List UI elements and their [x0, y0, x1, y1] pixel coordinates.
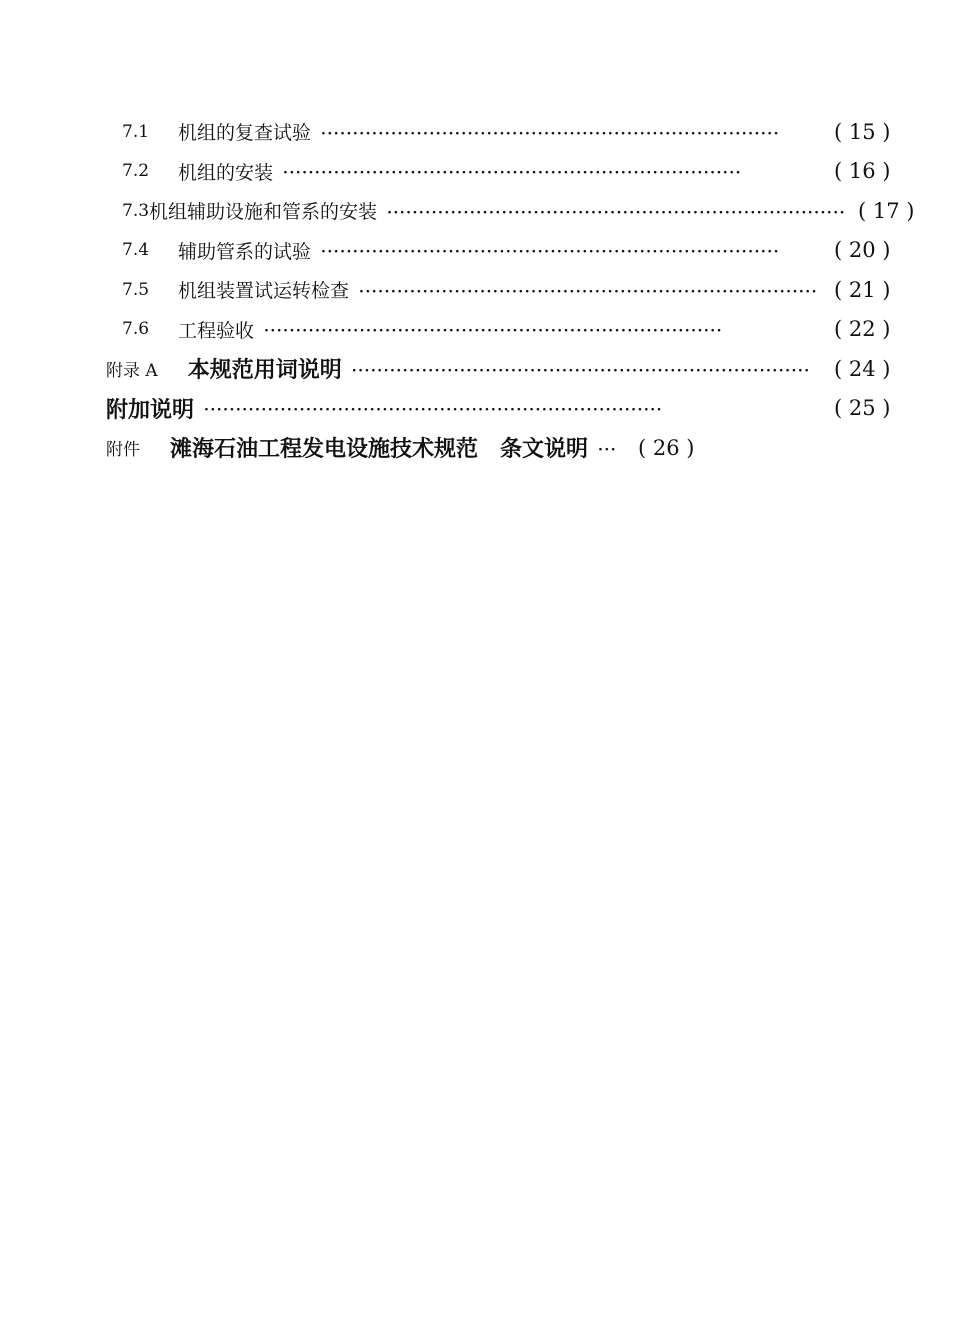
section-number: 7.5 — [122, 279, 150, 300]
page-number: ( 26 ) — [638, 435, 695, 460]
section-number: 7.4 — [122, 240, 150, 261]
section-number: 7.6 — [122, 319, 150, 340]
dot-leader: ········································································ — [321, 125, 780, 142]
section-number: 7.3 — [122, 200, 150, 221]
dot-leader: ········································································ — [359, 283, 818, 300]
table-of-contents — [0, 112, 950, 468]
toc-entry-7-2[interactable] — [0, 152, 950, 192]
section-title: 机组装置试运转检查 — [178, 280, 350, 303]
attachment-title: 滩海石油工程发电设施技术规范 条文说明 — [170, 436, 589, 463]
section-title: 机组的安装 — [178, 161, 274, 184]
page-number: ( 25 ) — [834, 396, 891, 421]
dot-leader: ········································································ — [204, 402, 663, 419]
page-number: ( 21 ) — [834, 277, 891, 302]
additional-notes-title: 附加说明 — [106, 396, 195, 423]
dot-leader: ········································································ — [351, 362, 811, 379]
toc-entry-additional-notes[interactable] — [0, 389, 950, 429]
dot-leader: ··· — [598, 441, 618, 458]
dot-leader: ········································································ — [264, 323, 723, 340]
toc-entry-7-1[interactable] — [0, 112, 950, 152]
page-number: ( 16 ) — [834, 159, 891, 184]
section-title: 辅助管系的试验 — [178, 240, 312, 263]
dot-leader: ········································································ — [283, 165, 742, 182]
attachment-prefix: 附件 — [106, 440, 140, 461]
section-number: 7.1 — [122, 121, 150, 142]
dot-leader: ········································································ — [387, 204, 846, 221]
page-number: ( 17 ) — [858, 198, 915, 223]
toc-entry-7-4[interactable] — [0, 231, 950, 271]
page-number: ( 22 ) — [834, 317, 891, 342]
section-title: 机组辅助设施和管系的安装 — [149, 201, 378, 224]
toc-entry-attachment[interactable] — [0, 428, 950, 468]
section-title: 机组的复查试验 — [178, 122, 312, 145]
page-number: ( 15 ) — [834, 119, 891, 144]
toc-entry-7-6[interactable] — [0, 310, 950, 350]
toc-entry-7-5[interactable] — [0, 270, 950, 310]
page-number: ( 20 ) — [834, 238, 891, 263]
section-number: 7.2 — [122, 161, 150, 182]
toc-entry-7-3[interactable] — [0, 191, 950, 231]
appendix-prefix: 附录 A — [106, 361, 158, 382]
toc-entry-appendix-a[interactable] — [0, 349, 950, 389]
appendix-title: 本规范用词说明 — [187, 357, 342, 384]
dot-leader: ········································································ — [321, 244, 780, 261]
section-title: 工程验收 — [178, 319, 255, 342]
page-number: ( 24 ) — [834, 356, 891, 381]
